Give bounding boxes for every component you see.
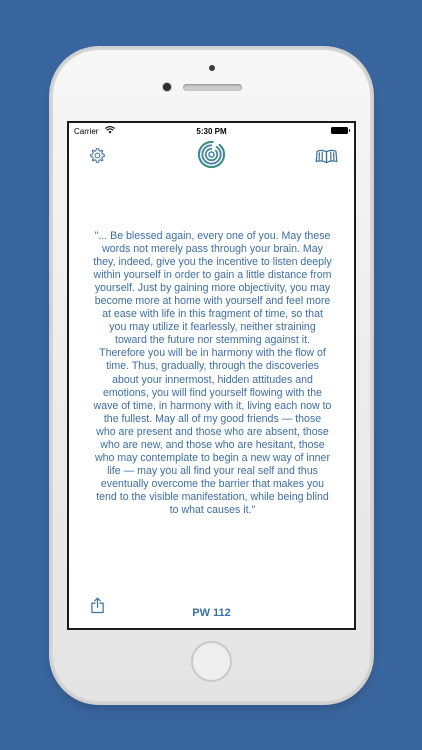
pathwork-logo-icon[interactable] <box>197 140 226 169</box>
battery-icon <box>331 127 348 134</box>
clock: 5:30 PM <box>196 127 227 136</box>
front-camera <box>163 83 171 91</box>
home-button[interactable] <box>191 641 232 682</box>
carrier-label: Carrier <box>74 127 99 136</box>
book-icon[interactable] <box>314 149 339 164</box>
phone-screen <box>67 121 356 630</box>
status-bar <box>69 123 354 139</box>
proximity-sensor <box>209 65 215 71</box>
lecture-reference: PW 112 <box>192 607 231 619</box>
earpiece-speaker <box>183 84 242 91</box>
quote-text: "... Be blessed again, every one of you. May these words not merely pass through your brain. May they, indeed, give you the incentive to listen deeply within yourself in order to gain a little distance from yourself. Just by gaining more objectivity, you may become more at home with yourself and feel more at ease with life in this fragment of time, so that you may utilize it fearlessly, neither straining toward the future nor stemming against it. Therefore you will be in harmony with the flow of time. Thus, gradually, through the discoveries about your innermost, hidden attitudes and emotions, you will find yourself flowing with the wave of time, in harmony with it, living each now to the fullest. May all of my good friends — those who are present and those who are absent, those who are new, and those who are hesitant, those who may contemplate to begin a new way of inner life — may you all find your real self and thus eventually overcome the barrier that makes you tend to the visible manifestation, while being blind to what causes it." <box>93 230 332 516</box>
gear-icon[interactable] <box>89 147 106 164</box>
app-screen <box>69 123 354 628</box>
